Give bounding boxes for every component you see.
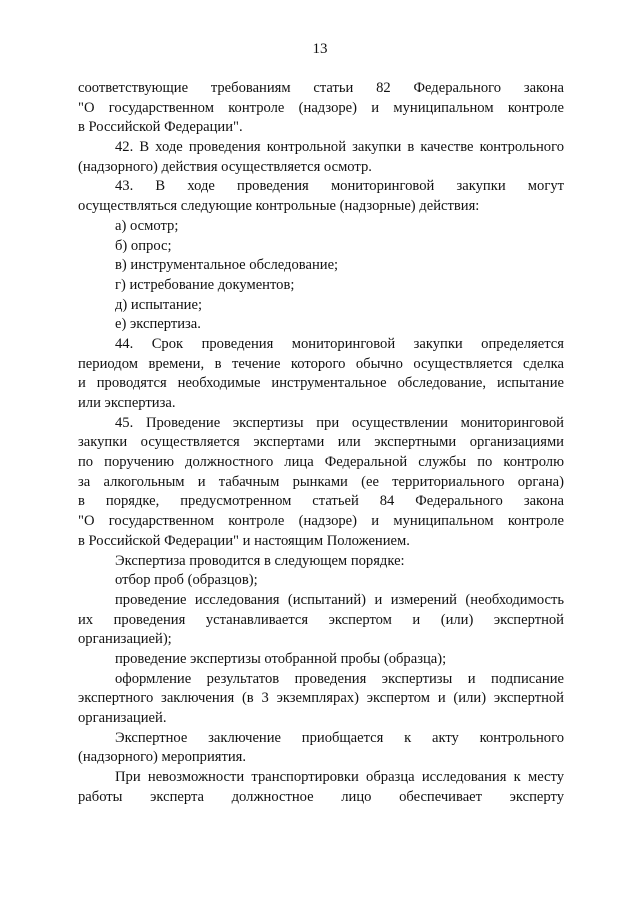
text-line: осуществляться следующие контрольные (надзорные) действия: bbox=[78, 198, 480, 215]
text-line: по поручению должностного лица Федеральной службы по контролю bbox=[78, 454, 564, 471]
text-line: периодом времени, в течение которого обычно осуществляется сделка bbox=[78, 355, 564, 372]
text-line: соответствующие требованиям статьи 82 Федерального закона bbox=[78, 80, 564, 96]
text-line: При невозможности транспортировки образца исследования к месту bbox=[115, 769, 564, 786]
text-line: отбор проб (образцов); bbox=[115, 572, 258, 589]
text-line: оформление результатов проведения экспертизы и подписание bbox=[115, 670, 564, 687]
document-body bbox=[78, 79, 564, 807]
text-line: работы эксперта должностное лицо обеспечивает эксперту bbox=[78, 788, 564, 805]
text-line: е) экспертиза. bbox=[115, 316, 201, 333]
text-line: "О государственном контроле (надзоре) и муниципальном контроле bbox=[78, 99, 564, 116]
text-line: 44. Срок проведения мониторинговой закупки определяется bbox=[115, 335, 564, 352]
text-line: 42. В ходе проведения контрольной закупки в качестве контрольного bbox=[115, 139, 564, 156]
text-line: их проведения устанавливается экспертом и (или) экспертной bbox=[78, 611, 564, 628]
text-line: или экспертиза. bbox=[78, 395, 176, 411]
text-line: (надзорного) действия осуществляется осмотр. bbox=[78, 158, 372, 175]
text-line: проведение экспертизы отобранной пробы (образца); bbox=[115, 650, 447, 667]
text-line: (надзорного) мероприятия. bbox=[78, 749, 247, 766]
text-line: д) испытание; bbox=[115, 296, 203, 313]
text-line: 43. В ходе проведения мониторинговой закупки могут bbox=[115, 178, 564, 195]
text-line: а) осмотр; bbox=[115, 217, 179, 234]
text-line: организацией. bbox=[78, 710, 167, 726]
text-line: за алкогольным и табачным рынками (ее территориального органа) bbox=[78, 473, 564, 490]
page-number: 13 bbox=[312, 41, 328, 57]
text-line: б) опрос; bbox=[115, 237, 172, 254]
text-line: в порядке, предусмотренном статьей 84 Федерального закона bbox=[78, 493, 564, 510]
text-line: закупки осуществляется экспертами или экспертными организациями bbox=[78, 434, 564, 451]
text-line: г) истребование документов; bbox=[115, 276, 295, 293]
text-line: 45. Проведение экспертизы при осуществлении мониторинговой bbox=[115, 414, 564, 431]
text-line: экспертного заключения (в 3 экземплярах) экспертом и (или) экспертной bbox=[78, 690, 564, 707]
text-line: в Российской Федерации" и настоящим Положением. bbox=[78, 532, 410, 549]
text-line: в) инструментальное обследование; bbox=[115, 257, 339, 274]
text-line: в Российской Федерации". bbox=[78, 119, 243, 136]
text-line: Экспертиза проводится в следующем порядке: bbox=[115, 552, 405, 569]
text-line: "О государственном контроле (надзоре) и муниципальном контроле bbox=[78, 513, 564, 530]
text-line: Экспертное заключение приобщается к акту контрольного bbox=[115, 729, 564, 746]
text-line: и проводятся необходимые инструментальное обследование, испытание bbox=[78, 375, 564, 392]
text-line: организацией); bbox=[78, 631, 172, 648]
text-line: проведение исследования (испытаний) и измерений (необходимость bbox=[115, 591, 564, 608]
